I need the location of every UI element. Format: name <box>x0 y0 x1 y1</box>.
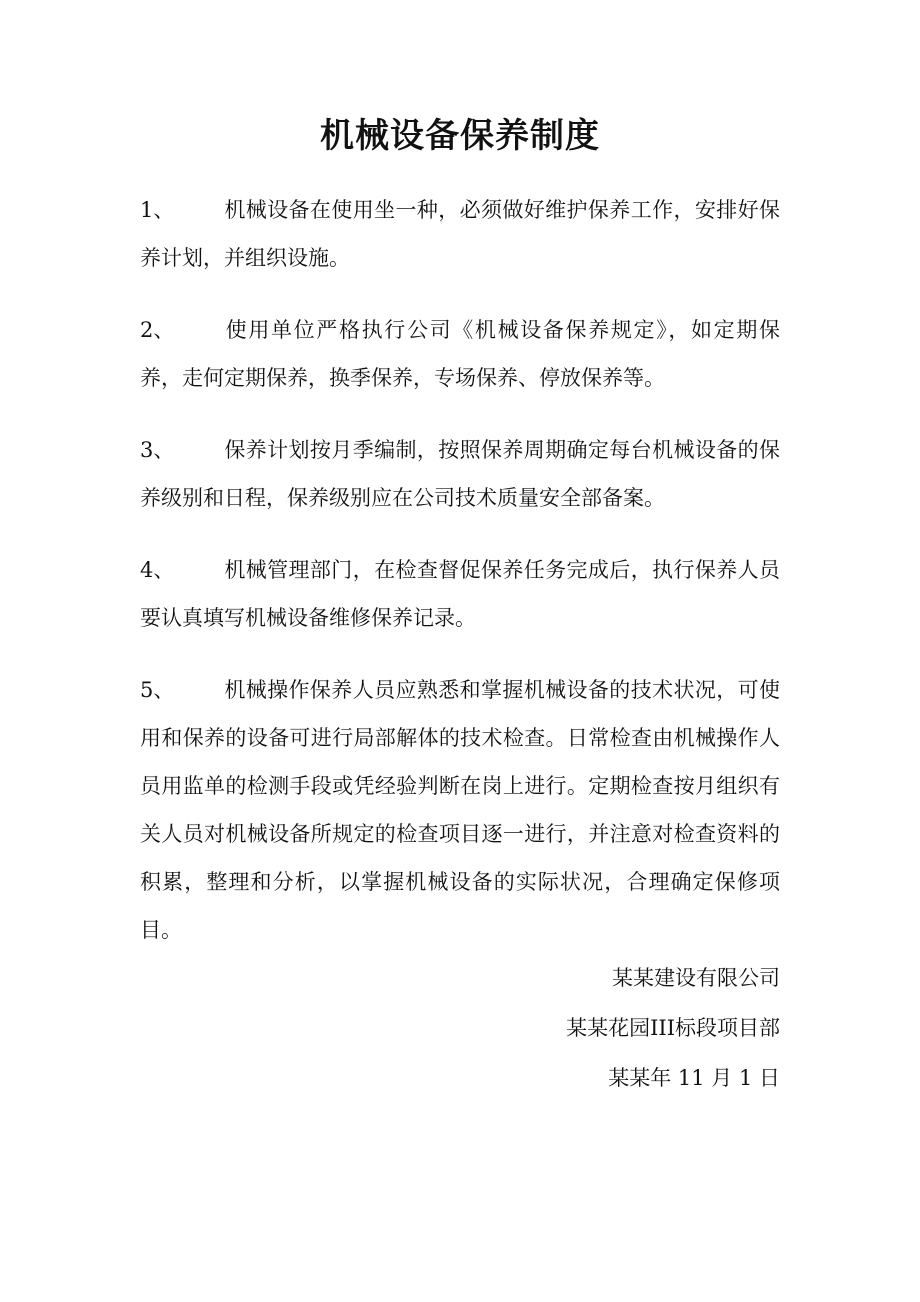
item-text: 使用单位严格执行公司《机械设备保养规定》，如定期保养，走何定期保养，换季保养，专场保养、停放保养等。 <box>140 318 780 390</box>
document-title: 机械设备保养制度 <box>320 116 600 156</box>
signature-company: 某某建设有限公司 <box>612 966 780 990</box>
signature-department: 某某花园III标段项目部 <box>566 1016 780 1040</box>
list-item <box>140 546 780 642</box>
document-body <box>140 186 780 978</box>
item-number: 1、 <box>140 198 175 222</box>
list-item <box>140 306 780 402</box>
item-text: 机械设备在使用坐一种，必须做好维护保养工作，安排好保养计划，并组织设施。 <box>140 198 780 270</box>
item-number: 5、 <box>140 678 175 702</box>
item-number: 2、 <box>140 318 175 342</box>
item-text: 保养计划按月季编制，按照保养周期确定每台机械设备的保养级别和日程，保养级别应在公司技术质量安全部备案。 <box>140 438 780 510</box>
item-text: 机械管理部门，在检查督促保养任务完成后，执行保养人员要认真填写机械设备维修保养记录。 <box>140 558 780 630</box>
list-item <box>140 666 780 954</box>
list-item <box>140 426 780 522</box>
item-number: 4、 <box>140 558 175 582</box>
item-text: 机械操作保养人员应熟悉和掌握机械设备的技术状况，可使用和保养的设备可进行局部解体的技术检查。日常检查由机械操作人员用监单的检测手段或凭经验判断在岗上进行。定期检查按月组织有关人员对机械设备所规定的检查项目逐一进行，并注意对检查资料的积累，整理和分析，以掌握机械设备的实际状况，合理确定保修项目。 <box>140 678 780 942</box>
list-item <box>140 186 780 282</box>
signature-date: 某某年 11 月 1 日 <box>608 1066 780 1090</box>
item-number: 3、 <box>140 438 175 462</box>
